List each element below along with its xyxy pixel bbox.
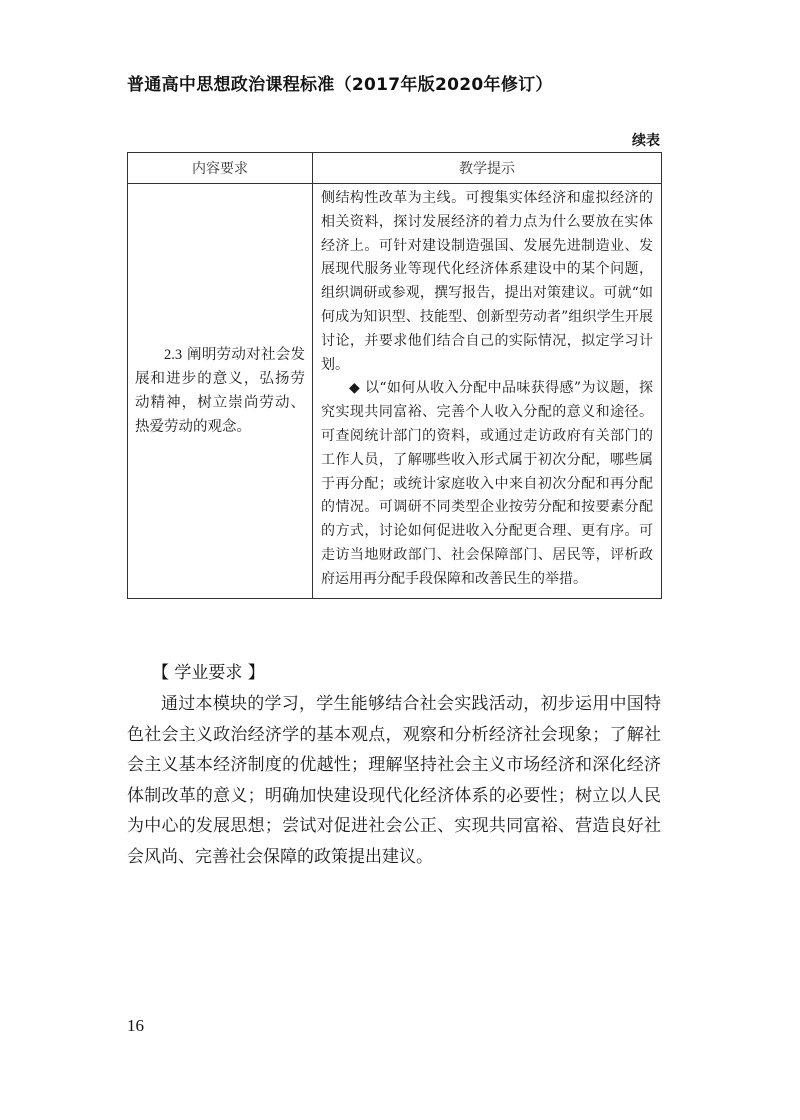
table-continued-label: 续表 — [632, 133, 660, 149]
content-requirement-text: 阐明劳动对社会发展和进步的意义，弘扬劳动精神，树立崇尚劳动、热爱劳动的观念。 — [135, 346, 306, 435]
curriculum-table — [127, 152, 662, 599]
table-header-row — [128, 153, 662, 184]
teaching-hint-paragraph: 侧结构性改革为主线。可搜集实体经济和虚拟经济的相关资料，探讨发展经济的着力点为什么要放在实体经济上。可针对建设制造强国、发展先进制造业、发展现代服务业等现代化经济体系建设中的某个问题，组织调研或参观，撰写报告，提出对策建议。可就“如何成为知识型、技能型、创新型劳动者”组织学生开展讨论，并要求他们结合自己的实际情况，拟定学习计划。 — [321, 190, 653, 373]
page-number: 16 — [127, 1016, 144, 1035]
column-header-teaching-hints: 教学提示 — [313, 153, 662, 184]
column-header-content-requirements: 内容要求 — [128, 153, 313, 184]
academic-requirements-body: 通过本模块的学习，学生能够结合社会实践活动，初步运用中国特色社会主义政治经济学的基本观点，观察和分析经济社会现象；了解社会主义基本经济制度的优越性；理解坚持社会主义市场经济和深化经济体制改革的意义；明确加快建设现代化经济体系的必要性；树立以人民为中心的发展思想；尝试对促进社会公正、实现共同富裕、营造良好社会风尚、完善社会保障的政策提出建议。 — [127, 694, 661, 867]
running-header-title: 普通高中思想政治课程标准（2017年版2020年修订） — [127, 75, 553, 95]
academic-requirements-heading: 【 学业要求 】 — [152, 663, 265, 683]
teaching-hint-cell — [313, 184, 662, 599]
content-requirement-number: 2.3 — [164, 346, 183, 363]
table-row — [128, 184, 662, 599]
content-requirement-cell — [128, 184, 313, 599]
teaching-hint-paragraph: ◆ 以“如何从收入分配中品味获得感”为议题，探究实现共同富裕、完善个人收入分配的意义和途径。可查阅统计部门的资料，或通过走访政府有关部门的工作人员，了解哪些收入形式属于初次分配，哪些属于再分配；或统计家庭收入中来自初次分配和再分配的情况。可调研不同类型企业按劳分配和按要素分配的方式，讨论如何促进收入分配更合理、更有序。可走访当地财政部门、社会保障部门、居民等，评析政府运用再分配手段保障和改善民生的举措。 — [321, 380, 653, 587]
